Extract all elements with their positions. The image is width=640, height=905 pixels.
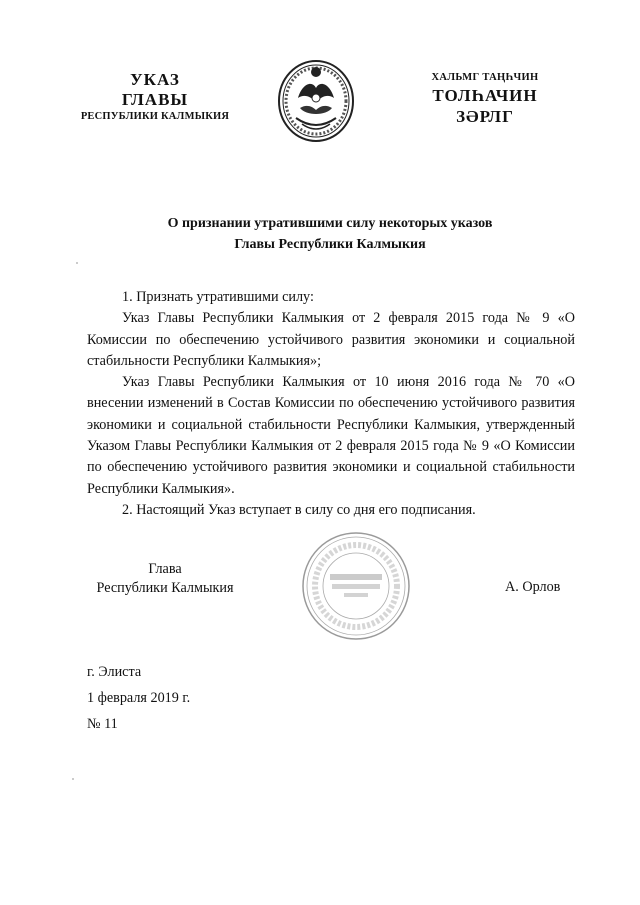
document-number: № 11 (87, 716, 118, 732)
scan-speck (76, 262, 78, 264)
header-left (60, 70, 250, 124)
body-paragraph-1: 1. Признать утратившими силу: (122, 289, 314, 305)
signatory-name: А. Орлов (505, 579, 561, 595)
signatory-position-line2: Республики Калмыкия (96, 580, 234, 596)
header-right (400, 71, 570, 127)
body-paragraph-3: Указ Главы Республики Калмыкия от 10 июня 2016 года № 70 «О внесении изменений в Состав Комиссии по обеспечению устойчивого развития экономики и социальной стабильности Республики Калмыкия, утвержденный Указом Главы Республики Калмыкия от 2 февраля 2015 года № 9 «О Комиссии по обеспечению устойчивого развития экономики и социальной стабильности Республики Калмыкия». (87, 374, 575, 497)
signatory-position-line1: Глава (148, 561, 182, 577)
document-title (60, 213, 600, 255)
header-left-line3: РЕСПУБЛИКИ КАЛМЫКИЯ (80, 111, 230, 122)
document-body (87, 287, 575, 521)
header-left-line2: ГЛАВЫ (121, 90, 189, 109)
emblem-icon (276, 58, 356, 144)
title-line1: О признании утратившими силу некоторых указов (167, 216, 493, 231)
signatory-position (90, 560, 240, 598)
header-right-line2: ТОЛҺАЧИН (432, 86, 538, 105)
header-right-line3: ЗӘРЛГ (456, 107, 514, 126)
body-paragraph-2: Указ Главы Республики Калмыкия от 2 февраля 2015 года № 9 «О Комиссии по обеспечению устойчивого развития экономики и социальной стабильности Республики Калмыкия»; (87, 310, 575, 369)
scan-speck (72, 778, 74, 780)
stamp-seal-icon (300, 530, 412, 642)
body-paragraph-4: 2. Настоящий Указ вступает в силу со дня его подписания. (122, 501, 476, 518)
header-left-line1: УКАЗ (130, 70, 180, 89)
date: 1 февраля 2019 г. (87, 690, 191, 706)
title-line2: Главы Республики Калмыкия (234, 237, 426, 252)
header-right-line1: ХАЛЬМГ ТАҢҺЧИН (431, 72, 539, 83)
place: г. Элиста (87, 664, 142, 680)
